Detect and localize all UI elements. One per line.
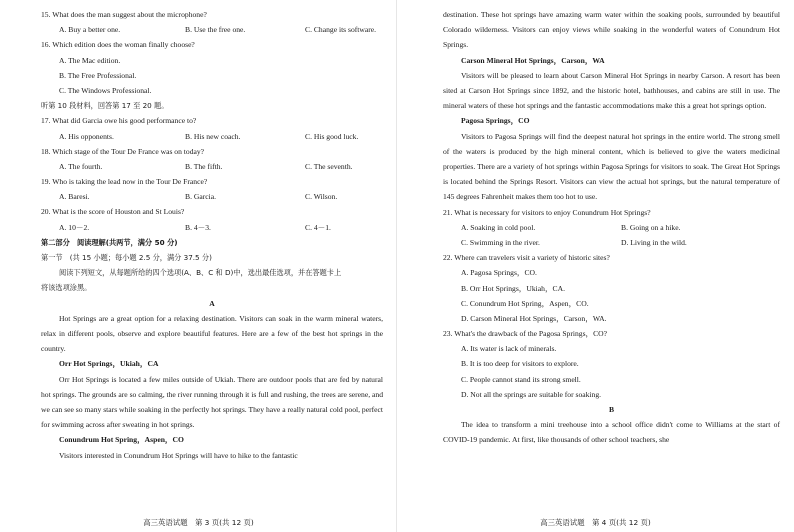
reading-instruction-line-1: 阅读下列短文，从每题所给的四个选项(A、B、C 和 D)中，选出最佳选项，并在答题卡上	[59, 268, 342, 278]
option-b: B. Use the free one.	[185, 25, 246, 35]
question-19-options	[41, 189, 383, 204]
option-b: B. Orr Hot Springs，Ukiah，CA.	[461, 283, 565, 293]
option-a: A. Soaking in cold pool.	[461, 222, 536, 232]
option-b: B. Going on a hike.	[621, 222, 681, 232]
option-b: B. His new coach.	[185, 131, 241, 141]
pagosa-text: Visitors to Pagosa Springs will find the deepest natural hot springs in the entire world. The strong smell of the waters is produced by the high mineral content, which is believed to give the waters medicinal properties. There are a variety of hot springs within Pagosa Springs for visitors to soak. The Great Hot Springs is located behind the Springs Resort. Visitors can view the actual hot springs, but the natural temperature of 145 degrees Fahrenheit makes them too hot to use.	[443, 131, 780, 202]
option-a: A. Its water is lack of minerals.	[461, 344, 557, 354]
option-c: C. The Windows Professional.	[59, 85, 152, 95]
option-c: C. 4－1.	[305, 222, 331, 232]
reading-instruction-line-2: 将该选项涂黑。	[41, 283, 92, 293]
option-b: B. It is too deep for visitors to explore.	[461, 359, 579, 369]
option-a: A. Pagosa Springs，CO.	[461, 268, 537, 278]
option-b: B. Garcia.	[185, 192, 216, 202]
option-c: C. The seventh.	[305, 161, 353, 171]
carson-heading: Carson Mineral Hot Springs，Carson，WA	[461, 55, 605, 65]
question-20: 20. What is the score of Houston and St Louis?	[41, 207, 185, 217]
option-b: B. 4－3.	[185, 222, 211, 232]
question-19: 19. Who is taking the lead now in the Tour De France?	[41, 177, 208, 187]
passage-a-label: A	[209, 298, 215, 308]
left-page-footer: 高三英语试题 第 3 页(共 12 页)	[143, 518, 254, 527]
passage-b-text: The idea to transform a mini treehouse into a school office didn't come to Williams at the start of COVID-19 pandemic. At first, like thousands of other school teachers, she	[443, 420, 780, 445]
option-c: C. Conundrum Hot Spring，Aspen，CO.	[461, 298, 589, 308]
option-c: C. Wilson.	[305, 192, 338, 202]
question-18-options	[41, 159, 383, 174]
option-a: A. The fourth.	[59, 161, 103, 171]
carson-text: Visitors will be pleased to learn about Carson Mineral Hot Springs in nearby Carson. A resort has been sited at Carson Hot Springs since 1892, and the historic hotel, bathhouses, and cabins are still in use. The mineral waters of these hot springs and the fantastic accommodations make this a great hot springs option.	[443, 70, 780, 111]
option-a: A. Baresi.	[59, 192, 90, 202]
question-22: 22. Where can travelers visit a variety of historic sites?	[443, 253, 610, 263]
part-two-heading: 第二部分 阅读理解(共两节，满分 50 分)	[41, 237, 178, 247]
pagosa-heading: Pagosa Springs，CO	[461, 116, 530, 126]
passage-intro: Hot Springs are a great option for a relaxing destination. Visitors can soak in the warm mineral waters, relax in different pools, observe and explore beautiful features. Here are a few of the best hot springs in the country.	[41, 313, 383, 354]
conundrum-heading: Conundrum Hot Spring，Aspen，CO	[59, 435, 184, 445]
question-15: 15. What does the man suggest about the microphone?	[41, 10, 207, 19]
option-a: A. 10－2.	[59, 222, 90, 232]
right-page	[397, 0, 794, 532]
section-one-heading: 第一节 (共 15 小题；每小题 2.5 分，满分 37.5 分)	[41, 253, 212, 262]
option-a: A. The Mac edition.	[59, 55, 121, 65]
question-23: 23. What's the drawback of the Pagosa Springs，CO?	[443, 329, 608, 339]
question-21-options-ab	[443, 220, 780, 235]
orr-hot-springs-text: Orr Hot Springs is located a few miles outside of Ukiah. There are outdoor pools that are fed by natural hot springs. The grounds are so calming, the river running through it is full and rushing, the trees are serene, and we can see so many stars while soaking in the perfectly hot springs. They have a really natural cold pool, perfect for swimming across after sweating in hot springs.	[41, 374, 383, 430]
option-c: C. People cannot stand its strong smell.	[461, 374, 581, 384]
listening-instruction: 听第 10 段材料，回答第 17 至 20 题。	[41, 101, 169, 111]
option-b: B. The Free Professional.	[59, 70, 137, 80]
option-c: C. His good luck.	[305, 131, 359, 141]
question-21-options-cd	[443, 235, 780, 250]
option-a: A. Buy a better one.	[59, 25, 121, 35]
option-b: B. The fifth.	[185, 161, 223, 171]
conundrum-text-continued: destination. These hot springs have amazing warm water within the soaking pools, surrounded by beautiful Colorado wilderness. Visitors can enjoy views while soaking in the wonderful waters of Conundrum Hot Springs.	[443, 10, 780, 50]
orr-hot-springs-heading: Orr Hot Springs，Ukiah，CA	[59, 359, 159, 369]
question-20-options	[41, 220, 383, 235]
question-17-options	[41, 129, 383, 144]
question-15-options	[41, 22, 383, 37]
option-a: A. His opponents.	[59, 131, 114, 141]
option-d: D. Carson Mineral Hot Springs，Carson，WA.	[461, 313, 607, 323]
conundrum-text: Visitors interested in Conundrum Hot Springs will have to hike to the fantastic	[59, 450, 298, 460]
option-d: D. Living in the wild.	[621, 237, 687, 247]
option-d: D. Not all the springs are suitable for soaking.	[461, 389, 602, 399]
option-c: C. Swimming in the river.	[461, 237, 540, 247]
question-18: 18. Which stage of the Tour De France was on today?	[41, 146, 205, 156]
question-17: 17. What did Garcia owe his good performance to?	[41, 116, 197, 126]
passage-b-label: B	[608, 405, 615, 415]
option-c: C. Change its software.	[305, 25, 377, 35]
right-page-footer: 高三英语试题 第 4 页(共 12 页)	[540, 518, 651, 527]
question-21: 21. What is necessary for visitors to enjoy Conundrum Hot Springs?	[443, 207, 651, 217]
question-16: 16. Which edition does the woman finally choose?	[41, 40, 195, 50]
